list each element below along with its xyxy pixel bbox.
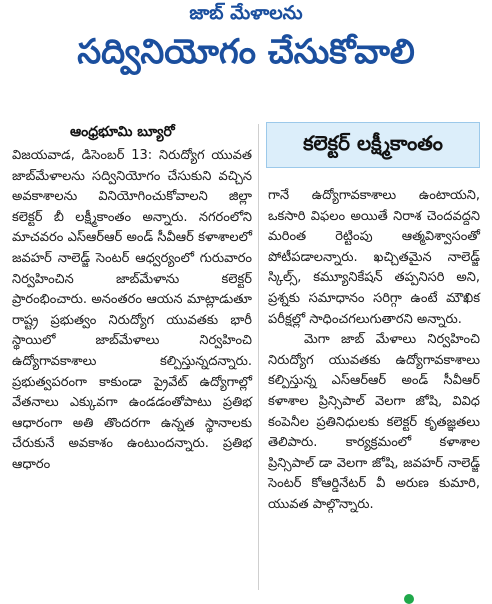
article-left-column — [12, 146, 252, 476]
headline: సద్వినియోగం చేసుకోవాలి — [77, 32, 415, 72]
column-divider — [258, 124, 259, 590]
article-right-column — [268, 186, 480, 516]
right-paragraph-2: మెగా జాబ్ మేళాలు నిర్వహించి నిరుద్యోగ యువతకు ఉద్యోగావకాశాలు కల్పిస్తున్న ఎస్‌ఆర్‌ఆర్ అండ్ సీవీఆర్ కళాశాల ప్రిన్సిపాల్ వెలగా జోషి, వివిధ కంపెనీల ప్రతినిధులకు కలెక్టర్ కృతజ్ఞతలు తెలిపారు. కార్యక్రమంలో కళాశాల ప్రిన్సిపాల్ డా వెలగా జోషి, జవహర్ నాలెడ్జ్ సెంటర్ కోఆర్డినేటర్ వీ అరుణ కుమారి, యువత పాల్గొన్నారు. — [268, 332, 480, 512]
byline: ఆంధ్రభూమి బ్యూరో — [70, 124, 175, 140]
right-paragraph-1: గానే ఉద్యోగావకాశాలు ఉంటాయని, ఒకసారి విఫలం అయితే నిరాశ చెందవద్దని మరింత రెట్టింపు ఆత్మవిశ్వాసంతో పోటీపడాలన్నారు. ఖచ్చితమైన నాలెడ్జ్ స్కిల్స్, కమ్యూనికేషన్ తప్పనిసరి అని, ప్రశ్నకు సమాధానం సరిగ్గా ఉంటే మౌఖిక పరీక్షల్లో సాధించగలుగుతారని అన్నారు. — [268, 188, 480, 327]
subheading-box — [266, 122, 480, 168]
kicker-heading: జాబ్ మేళాలను — [189, 2, 303, 24]
subheading: కలెక్టర్ లక్ష్మీకాంతం — [303, 130, 443, 155]
left-paragraph: విజయవాడ, డిసెంబర్ 13: నిరుద్యోగ యువత జాబ్‌మేళాలను సద్వినియోగం చేసుకుని వచ్చిన అవకాశాలను వినియోగించుకోవాలని జిల్లా కలెక్టర్ బీ లక్ష్మీకాంతం అన్నారు. నగరంలోని మాచవరం ఎస్‌ఆర్‌ఆర్ అండ్ సీవీఆర్ కళాశాలలో జవహర్ నాలెడ్జ్ సెంటర్ ఆధ్వర్యంలో గురువారం నిర్వహించిన జాబ్‌మేళాను కలెక్టర్ ప్రారంభించారు. అనంతరం ఆయన మాట్లాడుతూ రాష్ట్ర ప్రభుత్వం నిరుద్యోగ యువతకు భారీ స్థాయిలో జాబ్‌మేళాలు నిర్వహించి ఉద్యోగావకాశాలు కల్పిస్తున్నదన్నారు. ప్రభుత్వపరంగా కాకుండా ప్రైవేట్ ఉద్యోగాల్లో వేతనాలు ఎక్కువగా ఉండడంతోపాటు ప్రతిభ ఆధారంగా అతి తొందరగా ఉన్నత స్థానాలకు చేరుకునే అవకాశం ఉంటుందన్నారు. ప్రతిభ ఆధారం — [12, 148, 252, 472]
